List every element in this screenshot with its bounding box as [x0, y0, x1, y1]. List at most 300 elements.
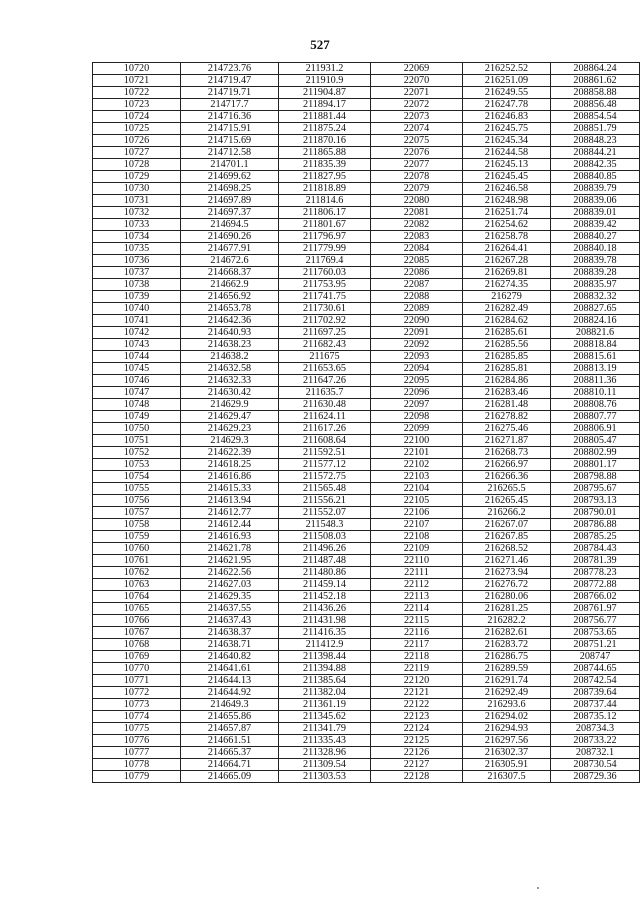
x-right-cell: 216283.46	[463, 387, 551, 399]
x-right-cell: 216251.74	[463, 207, 551, 219]
x-right-cell: 216280.06	[463, 591, 551, 603]
x-right-cell: 216254.62	[463, 219, 551, 231]
table-row	[93, 207, 640, 219]
y-right-cell: 208784.43	[551, 543, 640, 555]
point-id-left-cell: 10720	[93, 63, 181, 75]
y-right-cell: 208839.78	[551, 255, 640, 267]
table-row	[93, 387, 640, 399]
x-right-cell: 216258.78	[463, 231, 551, 243]
point-id-right-cell: 22112	[371, 579, 463, 591]
x-right-cell: 216246.83	[463, 111, 551, 123]
y-left-cell: 211398.44	[279, 651, 371, 663]
x-left-cell: 214694.5	[181, 219, 279, 231]
x-left-cell: 214629.23	[181, 423, 279, 435]
x-right-cell: 216297.56	[463, 735, 551, 747]
y-left-cell: 211801.67	[279, 219, 371, 231]
x-left-cell: 214661.51	[181, 735, 279, 747]
y-left-cell: 211870.16	[279, 135, 371, 147]
y-right-cell: 208739.64	[551, 687, 640, 699]
table-row	[93, 147, 640, 159]
y-left-cell: 211624.11	[279, 411, 371, 423]
point-id-right-cell: 22095	[371, 375, 463, 387]
point-id-right-cell: 22073	[371, 111, 463, 123]
x-right-cell: 216251.09	[463, 75, 551, 87]
table-row	[93, 531, 640, 543]
table-row	[93, 399, 640, 411]
point-id-left-cell: 10766	[93, 615, 181, 627]
table-body	[93, 63, 640, 783]
point-id-left-cell: 10755	[93, 483, 181, 495]
x-left-cell: 214638.71	[181, 639, 279, 651]
y-left-cell: 211394.88	[279, 663, 371, 675]
y-left-cell: 211592.51	[279, 447, 371, 459]
x-left-cell: 214621.78	[181, 543, 279, 555]
point-id-right-cell: 22113	[371, 591, 463, 603]
point-id-right-cell: 22122	[371, 699, 463, 711]
x-right-cell: 216285.81	[463, 363, 551, 375]
x-right-cell: 216275.46	[463, 423, 551, 435]
point-id-left-cell: 10745	[93, 363, 181, 375]
point-id-right-cell: 22070	[371, 75, 463, 87]
x-right-cell: 216245.13	[463, 159, 551, 171]
x-left-cell: 214657.87	[181, 723, 279, 735]
point-id-right-cell: 22075	[371, 135, 463, 147]
y-right-cell: 208795.67	[551, 483, 640, 495]
y-right-cell: 208844.21	[551, 147, 640, 159]
table-row	[93, 339, 640, 351]
scan-speck	[537, 887, 539, 889]
table-row	[93, 543, 640, 555]
x-right-cell: 216273.94	[463, 567, 551, 579]
table-row	[93, 519, 640, 531]
point-id-right-cell: 22106	[371, 507, 463, 519]
x-left-cell: 214656.92	[181, 291, 279, 303]
table-row	[93, 303, 640, 315]
x-right-cell: 216305.91	[463, 759, 551, 771]
x-left-cell: 214677.91	[181, 243, 279, 255]
x-right-cell: 216278.82	[463, 411, 551, 423]
point-id-left-cell: 10752	[93, 447, 181, 459]
table-row	[93, 591, 640, 603]
table-row	[93, 675, 640, 687]
y-left-cell: 211653.65	[279, 363, 371, 375]
point-id-right-cell: 22107	[371, 519, 463, 531]
x-right-cell: 216266.97	[463, 459, 551, 471]
table-row	[93, 687, 640, 699]
x-left-cell: 214638.23	[181, 339, 279, 351]
x-right-cell: 216282.61	[463, 627, 551, 639]
y-right-cell: 208842.35	[551, 159, 640, 171]
page-number: 527	[310, 37, 330, 52]
y-left-cell: 211416.35	[279, 627, 371, 639]
point-id-left-cell: 10762	[93, 567, 181, 579]
x-left-cell: 214641.61	[181, 663, 279, 675]
x-left-cell: 214621.95	[181, 555, 279, 567]
y-right-cell: 208781.39	[551, 555, 640, 567]
y-right-cell: 208798.88	[551, 471, 640, 483]
point-id-left-cell: 10730	[93, 183, 181, 195]
point-id-left-cell: 10741	[93, 315, 181, 327]
point-id-right-cell: 22092	[371, 339, 463, 351]
y-left-cell: 211556.21	[279, 495, 371, 507]
x-right-cell: 216266.2	[463, 507, 551, 519]
y-right-cell: 208737.44	[551, 699, 640, 711]
x-right-cell: 216281.25	[463, 603, 551, 615]
y-right-cell: 208753.65	[551, 627, 640, 639]
table-row	[93, 435, 640, 447]
point-id-right-cell: 22094	[371, 363, 463, 375]
point-id-right-cell: 22121	[371, 687, 463, 699]
table-row	[93, 99, 640, 111]
point-id-right-cell: 22103	[371, 471, 463, 483]
y-right-cell: 208839.28	[551, 267, 640, 279]
y-left-cell: 211577.12	[279, 459, 371, 471]
y-left-cell: 211412.9	[279, 639, 371, 651]
table-row	[93, 771, 640, 783]
y-left-cell: 211697.25	[279, 327, 371, 339]
table-row	[93, 315, 640, 327]
point-id-left-cell: 10736	[93, 255, 181, 267]
y-left-cell: 211608.64	[279, 435, 371, 447]
y-left-cell: 211572.75	[279, 471, 371, 483]
point-id-left-cell: 10725	[93, 123, 181, 135]
y-right-cell: 208786.88	[551, 519, 640, 531]
x-left-cell: 214612.77	[181, 507, 279, 519]
table-row	[93, 411, 640, 423]
y-right-cell: 208766.02	[551, 591, 640, 603]
table-row	[93, 135, 640, 147]
point-id-right-cell: 22118	[371, 651, 463, 663]
point-id-right-cell: 22093	[371, 351, 463, 363]
point-id-right-cell: 22090	[371, 315, 463, 327]
point-id-right-cell: 22096	[371, 387, 463, 399]
y-right-cell: 208835.97	[551, 279, 640, 291]
x-left-cell: 214723.76	[181, 63, 279, 75]
point-id-left-cell: 10724	[93, 111, 181, 123]
point-id-right-cell: 22127	[371, 759, 463, 771]
table-row	[93, 699, 640, 711]
y-right-cell: 208805.47	[551, 435, 640, 447]
point-id-right-cell: 22085	[371, 255, 463, 267]
x-right-cell: 216285.56	[463, 339, 551, 351]
x-right-cell: 216265.5	[463, 483, 551, 495]
y-right-cell: 208810.11	[551, 387, 640, 399]
x-left-cell: 214613.94	[181, 495, 279, 507]
x-left-cell: 214616.93	[181, 531, 279, 543]
x-left-cell: 214632.58	[181, 363, 279, 375]
point-id-right-cell: 22080	[371, 195, 463, 207]
x-left-cell: 214629.9	[181, 399, 279, 411]
table-row	[93, 495, 640, 507]
x-left-cell: 214640.82	[181, 651, 279, 663]
point-id-right-cell: 22111	[371, 567, 463, 579]
y-right-cell: 208747	[551, 651, 640, 663]
x-left-cell: 214715.91	[181, 123, 279, 135]
table-row	[93, 723, 640, 735]
x-right-cell: 216268.52	[463, 543, 551, 555]
x-right-cell: 216245.75	[463, 123, 551, 135]
point-id-right-cell: 22087	[371, 279, 463, 291]
point-id-left-cell: 10757	[93, 507, 181, 519]
x-left-cell: 214618.25	[181, 459, 279, 471]
table-row	[93, 603, 640, 615]
point-id-right-cell: 22069	[371, 63, 463, 75]
x-right-cell: 216307.5	[463, 771, 551, 783]
x-left-cell: 214665.09	[181, 771, 279, 783]
y-left-cell: 211730.61	[279, 303, 371, 315]
y-left-cell: 211904.87	[279, 87, 371, 99]
point-id-right-cell: 22072	[371, 99, 463, 111]
x-right-cell: 216269.81	[463, 267, 551, 279]
point-id-left-cell: 10754	[93, 471, 181, 483]
point-id-left-cell: 10732	[93, 207, 181, 219]
x-right-cell: 216245.45	[463, 171, 551, 183]
point-id-left-cell: 10751	[93, 435, 181, 447]
point-id-right-cell: 22077	[371, 159, 463, 171]
point-id-left-cell: 10722	[93, 87, 181, 99]
x-left-cell: 214616.86	[181, 471, 279, 483]
point-id-right-cell: 22084	[371, 243, 463, 255]
x-right-cell: 216247.78	[463, 99, 551, 111]
x-left-cell: 214627.03	[181, 579, 279, 591]
point-id-right-cell: 22098	[371, 411, 463, 423]
point-id-right-cell: 22114	[371, 603, 463, 615]
y-left-cell: 211552.07	[279, 507, 371, 519]
point-id-left-cell: 10750	[93, 423, 181, 435]
point-id-right-cell: 22074	[371, 123, 463, 135]
x-right-cell: 216271.87	[463, 435, 551, 447]
y-right-cell: 208793.13	[551, 495, 640, 507]
point-id-left-cell: 10739	[93, 291, 181, 303]
point-id-left-cell: 10779	[93, 771, 181, 783]
point-id-left-cell: 10729	[93, 171, 181, 183]
x-right-cell: 216284.86	[463, 375, 551, 387]
x-right-cell: 216265.45	[463, 495, 551, 507]
point-id-right-cell: 22116	[371, 627, 463, 639]
y-left-cell: 211741.75	[279, 291, 371, 303]
y-right-cell: 208778.23	[551, 567, 640, 579]
x-left-cell: 214690.26	[181, 231, 279, 243]
y-right-cell: 208854.54	[551, 111, 640, 123]
table-row	[93, 87, 640, 99]
point-id-right-cell: 22124	[371, 723, 463, 735]
table-row	[93, 615, 640, 627]
y-right-cell: 208807.77	[551, 411, 640, 423]
y-left-cell: 211647.26	[279, 375, 371, 387]
x-right-cell: 216281.48	[463, 399, 551, 411]
table-row	[93, 63, 640, 75]
point-id-left-cell: 10746	[93, 375, 181, 387]
table-row	[93, 327, 640, 339]
x-left-cell: 214637.43	[181, 615, 279, 627]
x-left-cell: 214712.58	[181, 147, 279, 159]
x-right-cell: 216285.85	[463, 351, 551, 363]
y-right-cell: 208848.23	[551, 135, 640, 147]
y-right-cell: 208839.06	[551, 195, 640, 207]
point-id-left-cell: 10747	[93, 387, 181, 399]
table-row	[93, 471, 640, 483]
y-right-cell: 208832.32	[551, 291, 640, 303]
point-id-left-cell: 10740	[93, 303, 181, 315]
x-right-cell: 216276.72	[463, 579, 551, 591]
point-id-right-cell: 22109	[371, 543, 463, 555]
y-left-cell: 211931.2	[279, 63, 371, 75]
point-id-left-cell: 10734	[93, 231, 181, 243]
x-right-cell: 216266.36	[463, 471, 551, 483]
point-id-right-cell: 22123	[371, 711, 463, 723]
y-left-cell: 211341.79	[279, 723, 371, 735]
point-id-left-cell: 10753	[93, 459, 181, 471]
point-id-left-cell: 10748	[93, 399, 181, 411]
point-id-left-cell: 10769	[93, 651, 181, 663]
y-left-cell: 211452.18	[279, 591, 371, 603]
x-left-cell: 214717.7	[181, 99, 279, 111]
y-left-cell: 211796.97	[279, 231, 371, 243]
point-id-right-cell: 22071	[371, 87, 463, 99]
x-left-cell: 214719.71	[181, 87, 279, 99]
point-id-left-cell: 10726	[93, 135, 181, 147]
table-row	[93, 267, 640, 279]
point-id-left-cell: 10763	[93, 579, 181, 591]
y-right-cell: 208824.16	[551, 315, 640, 327]
y-left-cell: 211760.03	[279, 267, 371, 279]
table-row	[93, 651, 640, 663]
y-right-cell: 208840.18	[551, 243, 640, 255]
x-left-cell: 214644.92	[181, 687, 279, 699]
x-left-cell: 214622.56	[181, 567, 279, 579]
y-left-cell: 211702.92	[279, 315, 371, 327]
x-right-cell: 216294.02	[463, 711, 551, 723]
table-row	[93, 195, 640, 207]
x-left-cell: 214701.1	[181, 159, 279, 171]
y-right-cell: 208734.3	[551, 723, 640, 735]
table-row	[93, 711, 640, 723]
y-right-cell: 208761.97	[551, 603, 640, 615]
x-right-cell: 216268.73	[463, 447, 551, 459]
point-id-right-cell: 22088	[371, 291, 463, 303]
x-right-cell: 216284.62	[463, 315, 551, 327]
point-id-right-cell: 22101	[371, 447, 463, 459]
x-right-cell: 216274.35	[463, 279, 551, 291]
x-left-cell: 214649.3	[181, 699, 279, 711]
point-id-right-cell: 22079	[371, 183, 463, 195]
y-left-cell: 211875.24	[279, 123, 371, 135]
table-row	[93, 255, 640, 267]
table-row	[93, 123, 640, 135]
point-id-right-cell: 22099	[371, 423, 463, 435]
y-left-cell: 211865.88	[279, 147, 371, 159]
x-right-cell: 216293.6	[463, 699, 551, 711]
x-right-cell: 216285.61	[463, 327, 551, 339]
x-left-cell: 214638.37	[181, 627, 279, 639]
y-left-cell: 211459.14	[279, 579, 371, 591]
y-right-cell: 208821.6	[551, 327, 640, 339]
x-left-cell: 214637.55	[181, 603, 279, 615]
x-right-cell: 216291.74	[463, 675, 551, 687]
table-row	[93, 291, 640, 303]
y-left-cell: 211508.03	[279, 531, 371, 543]
y-right-cell: 208811.36	[551, 375, 640, 387]
y-right-cell: 208839.79	[551, 183, 640, 195]
y-right-cell: 208806.91	[551, 423, 640, 435]
point-id-right-cell: 22102	[371, 459, 463, 471]
y-left-cell: 211881.44	[279, 111, 371, 123]
y-left-cell: 211309.54	[279, 759, 371, 771]
y-left-cell: 211328.96	[279, 747, 371, 759]
x-left-cell: 214632.33	[181, 375, 279, 387]
x-right-cell: 216282.49	[463, 303, 551, 315]
y-left-cell: 211345.62	[279, 711, 371, 723]
y-left-cell: 211565.48	[279, 483, 371, 495]
point-id-left-cell: 10764	[93, 591, 181, 603]
table-row	[93, 447, 640, 459]
y-left-cell: 211487.48	[279, 555, 371, 567]
table-row	[93, 375, 640, 387]
table-row	[93, 567, 640, 579]
point-id-right-cell: 22081	[371, 207, 463, 219]
point-id-left-cell: 10758	[93, 519, 181, 531]
x-left-cell: 214629.47	[181, 411, 279, 423]
y-right-cell: 208744.65	[551, 663, 640, 675]
point-id-left-cell: 10744	[93, 351, 181, 363]
table-row	[93, 639, 640, 651]
table-row	[93, 483, 640, 495]
x-left-cell: 214642.36	[181, 315, 279, 327]
x-left-cell: 214698.25	[181, 183, 279, 195]
y-right-cell: 208772.88	[551, 579, 640, 591]
x-right-cell: 216292.49	[463, 687, 551, 699]
y-right-cell: 208801.17	[551, 459, 640, 471]
point-id-left-cell: 10721	[93, 75, 181, 87]
x-left-cell: 214615.33	[181, 483, 279, 495]
point-id-left-cell: 10738	[93, 279, 181, 291]
y-left-cell: 211806.17	[279, 207, 371, 219]
x-right-cell: 216244.58	[463, 147, 551, 159]
point-id-right-cell: 22126	[371, 747, 463, 759]
x-left-cell: 214665.37	[181, 747, 279, 759]
y-left-cell: 211779.99	[279, 243, 371, 255]
y-right-cell: 208856.48	[551, 99, 640, 111]
y-left-cell: 211769.4	[279, 255, 371, 267]
point-id-left-cell: 10774	[93, 711, 181, 723]
table-row	[93, 279, 640, 291]
y-left-cell: 211436.26	[279, 603, 371, 615]
point-id-left-cell: 10775	[93, 723, 181, 735]
x-left-cell: 214630.42	[181, 387, 279, 399]
point-id-left-cell: 10768	[93, 639, 181, 651]
y-left-cell: 211385.64	[279, 675, 371, 687]
x-left-cell: 214715.69	[181, 135, 279, 147]
point-id-left-cell: 10765	[93, 603, 181, 615]
y-right-cell: 208808.76	[551, 399, 640, 411]
table-row	[93, 111, 640, 123]
coordinates-table	[92, 62, 640, 783]
point-id-right-cell: 22078	[371, 171, 463, 183]
point-id-left-cell: 10731	[93, 195, 181, 207]
x-right-cell: 216267.07	[463, 519, 551, 531]
y-left-cell: 211682.43	[279, 339, 371, 351]
x-right-cell: 216279	[463, 291, 551, 303]
y-right-cell: 208813.19	[551, 363, 640, 375]
table-row	[93, 243, 640, 255]
point-id-right-cell: 22105	[371, 495, 463, 507]
x-right-cell: 216271.46	[463, 555, 551, 567]
point-id-right-cell: 22128	[371, 771, 463, 783]
y-left-cell: 211617.26	[279, 423, 371, 435]
table-row	[93, 351, 640, 363]
point-id-left-cell: 10723	[93, 99, 181, 111]
x-right-cell: 216289.59	[463, 663, 551, 675]
